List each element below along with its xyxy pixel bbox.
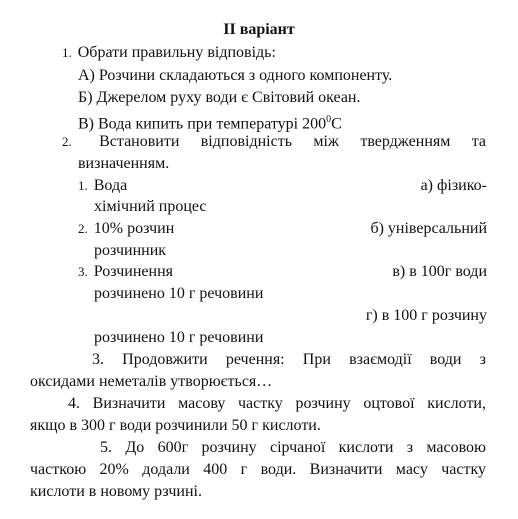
q1-option-c-unit: С xyxy=(331,115,342,133)
question-1-number: 1. xyxy=(62,45,72,60)
q2-item-2: 2. 10% розчин xyxy=(78,220,175,237)
q2-item-1: 1. Вода xyxy=(78,177,128,194)
q1-option-a: А) Розчини складаються з одного компоненту. xyxy=(78,67,393,84)
question-2-text-1: Встановити відповідність між твердженням та xyxy=(99,133,487,150)
question-4-line-1: 4. Визначити масову частку розчину оцтової кислоти, xyxy=(68,395,486,412)
question-3-line-1: 3. Продовжити речення: При взаємодії води з xyxy=(92,351,486,368)
q2-answer-d-cont: розчинено 10 г речовини xyxy=(94,329,264,346)
question-1-text: Обрати правильну відповідь: xyxy=(77,44,276,61)
question-2-line-2: визначенням. xyxy=(78,155,170,172)
question-5-line-2: часткою 20% додали 400 г води. Визначити масу частку xyxy=(30,461,486,478)
q2-answer-b-cont: розчинник xyxy=(94,242,167,259)
q2-answer-c-cont: розчинено 10 г речовини xyxy=(94,285,264,302)
question-3-line-2: оксидами неметалів утворюється… xyxy=(30,373,273,390)
q2-answer-d: г) в 100 г розчину xyxy=(365,307,487,324)
q1-option-c xyxy=(78,110,342,134)
question-2-number: 2. xyxy=(62,134,72,149)
question-4-line-2: якщо в 300 г води розчинили 50 г кислоти. xyxy=(30,417,321,434)
question-1 xyxy=(62,43,276,63)
q2-answer-a-cont: хімічний процес xyxy=(94,198,207,215)
q1-option-c-text: В) Вода кипить при температурі 200 xyxy=(78,115,327,133)
q1-option-c-superscript: 0 xyxy=(326,114,332,125)
q2-answer-b: б) універсальний xyxy=(370,220,487,237)
question-2-line-1 xyxy=(62,132,486,152)
q2-answer-a: а) фізико- xyxy=(420,177,487,194)
q2-answer-c: в) в 100г води xyxy=(392,263,487,280)
q1-option-b: Б) Джерелом руху води є Світовий океан. xyxy=(78,89,361,106)
variant-title: II варіант xyxy=(223,21,295,38)
q2-item-3: 3. Розчинення xyxy=(78,263,174,280)
question-5-line-1: 5. До 600г розчину сірчаної кислоти з масовою xyxy=(100,439,486,456)
question-5-line-3: кислоти в новому рзчині. xyxy=(30,483,202,500)
